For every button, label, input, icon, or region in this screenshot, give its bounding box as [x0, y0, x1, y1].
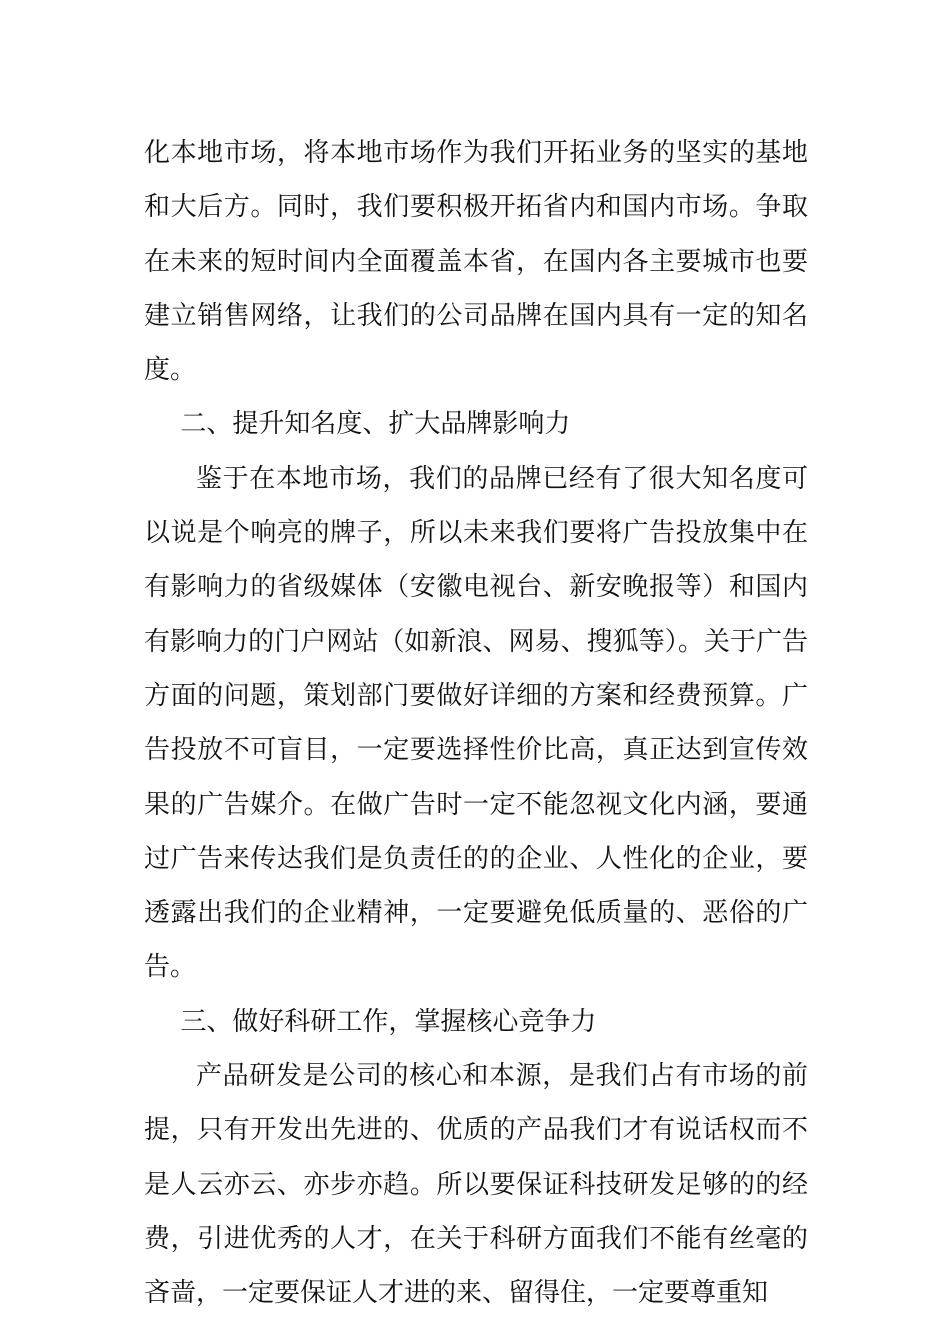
paragraph-brand-awareness: 鉴于在本地市场，我们的品牌已经有了很大知名度可以说是个响亮的牌子，所以未来我们要将广告投放集中在有影响力的省级媒体（安徽电视台、新安晚报等）和国内有影响力的门户网站（如新浪、网易、搜狐等）。关于广告方面的问题，策划部门要做好详细的方案和经费预算。广告投放不可盲目，一定要选择性价比高，真正达到宣传效果的广告媒介。在做广告时一定不能忽视文化内涵，要通过广告来传达我们是负责任的的企业、人性化的企业，要透露出我们的企业精神，一定要避免低质量的、恶俗的广告。	[144, 463, 808, 983]
document-body	[144, 126, 808, 1321]
section-heading-brand-awareness: 二、提升知名度、扩大品牌影响力	[180, 409, 571, 440]
section-heading-research: 三、做好科研工作，掌握核心竞争力	[180, 1006, 597, 1037]
paragraph-market-expansion: 化本地市场，将本地市场作为我们开拓业务的坚实的基地和大后方。同时，我们要积极开拓省内和国内市场。争取在未来的短时间内全面覆盖本省，在国内各主要城市也要建立销售网络，让我们的公司品牌在国内具有一定的知名度。	[144, 138, 808, 386]
paragraph-research: 产品研发是公司的核心和本源，是我们占有市场的前提，只有开发出先进的、优质的产品我们才有说话权而不是人云亦云、亦步亦趋。所以要保证科技研发足够的的经费，引进优秀的人才，在关于科研方面我们不能有丝毫的吝啬，一定要保证人才进的来、留得住，一定要尊重知	[144, 1061, 808, 1309]
